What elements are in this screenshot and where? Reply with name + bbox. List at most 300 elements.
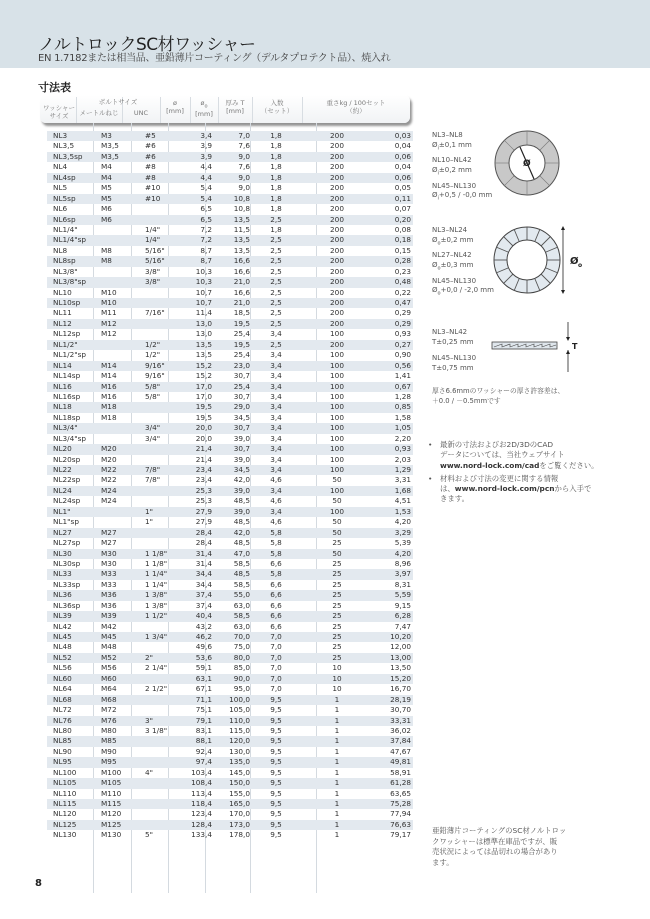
washer-size-cell: NL60 xyxy=(53,673,72,683)
weight-cell: 0,07 xyxy=(394,204,411,214)
thickness-cell: 7,0 xyxy=(270,684,282,694)
washer-size-cell: NL105 xyxy=(53,778,77,788)
unc-thread-cell: 3 1/8" xyxy=(145,725,168,735)
unc-thread-cell: 1 3/4" xyxy=(145,632,168,641)
outer-diameter-cell: 18,5 xyxy=(233,308,250,318)
metric-thread-cell: M20 xyxy=(101,444,117,454)
washer-size-cell: NL4 xyxy=(53,162,68,172)
table-row xyxy=(47,288,413,298)
weight-cell: 3,31 xyxy=(394,475,411,485)
quantity-cell: 200 xyxy=(330,214,344,224)
outer-diameter-cell: 13,5 xyxy=(233,214,250,224)
weight-cell: 77,94 xyxy=(390,809,411,819)
outer-diameter-cell: 48,5 xyxy=(233,517,250,527)
inner-diameter-cell: 28,4 xyxy=(195,527,212,537)
unc-thread-cell: 1/2" xyxy=(145,350,161,360)
metric-thread-cell: M16 xyxy=(101,391,117,401)
table-row xyxy=(47,277,413,287)
outer-diameter-cell: 63,0 xyxy=(233,621,250,631)
outer-diameter-cell: 39,0 xyxy=(233,485,250,495)
washer-size-cell: NL85 xyxy=(53,736,72,746)
thickness-cell: 1,8 xyxy=(270,172,282,182)
table-row xyxy=(47,559,413,569)
outer-diameter-cell: 25,4 xyxy=(233,350,250,360)
thickness-cell: 1,8 xyxy=(270,183,282,193)
quantity-cell: 200 xyxy=(330,172,344,182)
quantity-cell: 200 xyxy=(330,245,344,255)
inner-diameter-cell: 13,0 xyxy=(195,329,212,339)
unc-thread-cell: 1 1/2" xyxy=(145,611,168,621)
metric-thread-cell: M6 xyxy=(101,214,112,224)
inner-diameter-cell: 8,7 xyxy=(200,245,212,255)
washer-size-cell: NL22sp xyxy=(53,475,81,485)
inner-diameter-cell: 13,5 xyxy=(195,350,212,360)
washer-size-cell: NL64 xyxy=(53,684,72,694)
inner-diameter-cell: 88,1 xyxy=(195,736,212,746)
table-row xyxy=(47,215,413,225)
inner-diameter-cell: 3,4 xyxy=(200,131,212,140)
washer-size-cell: NL11 xyxy=(53,308,72,318)
outer-diameter-cell: 120,0 xyxy=(229,736,250,746)
metric-thread-cell: M16 xyxy=(101,381,117,391)
quantity-cell: 1 xyxy=(334,778,340,788)
outer-diameter-cell: 30,7 xyxy=(233,391,250,401)
weight-cell: 5,39 xyxy=(394,538,411,548)
metric-thread-cell: M5 xyxy=(101,193,112,203)
washer-size-cell: NL30 xyxy=(53,548,72,558)
quantity-cell: 200 xyxy=(330,308,344,318)
unc-thread-cell: 3/8" xyxy=(145,277,161,287)
washer-size-cell: NL36sp xyxy=(53,600,81,610)
table-row xyxy=(47,423,413,433)
thickness-cell: 1,8 xyxy=(270,151,282,161)
outer-diameter-cell: 48,5 xyxy=(233,538,250,548)
thickness-cell: 9,5 xyxy=(270,809,282,819)
metric-thread-cell: M5 xyxy=(101,183,112,193)
washer-size-cell: NL90 xyxy=(53,746,72,756)
weight-cell: 28,19 xyxy=(390,694,411,704)
weight-cell: 0,04 xyxy=(394,141,411,151)
table-row xyxy=(47,225,413,235)
quantity-cell: 200 xyxy=(330,318,344,328)
quantity-cell: 1 xyxy=(334,819,340,829)
thickness-cell: 3,4 xyxy=(270,350,282,360)
table-row xyxy=(47,590,413,600)
quantity-cell: 100 xyxy=(330,329,344,339)
washer-size-cell: NL115 xyxy=(53,799,77,808)
inner-diameter-cell: 37,4 xyxy=(195,600,212,610)
metric-thread-cell: M11 xyxy=(101,308,117,318)
weight-cell: 1,05 xyxy=(394,423,411,433)
metric-thread-cell: M85 xyxy=(101,736,117,746)
header-unc: UNC xyxy=(133,109,149,117)
washer-size-cell: NL3/4"sp xyxy=(53,433,87,443)
inner-diameter-cell: 103,4 xyxy=(191,767,212,777)
table-row xyxy=(47,632,413,642)
inner-diameter-cell: 17,0 xyxy=(195,391,212,401)
weight-cell: 33,31 xyxy=(390,715,411,725)
unc-thread-cell: 1 1/4" xyxy=(145,579,168,589)
quantity-cell: 200 xyxy=(330,277,344,287)
thickness-cell: 1,8 xyxy=(270,131,282,140)
quantity-cell: 200 xyxy=(330,131,344,140)
weight-cell: 8,31 xyxy=(394,579,411,589)
table-row xyxy=(47,736,413,746)
inner-diameter-cell: 37,4 xyxy=(195,590,212,600)
unc-thread-cell: #6 xyxy=(145,151,156,161)
outer-diameter-cell: 30,7 xyxy=(233,444,250,454)
page-number: 8 xyxy=(35,878,42,889)
thickness-cell: 3,4 xyxy=(270,329,282,339)
outer-diameter-cell: 75,0 xyxy=(233,642,250,652)
table-row xyxy=(47,716,413,726)
table-row xyxy=(47,674,413,684)
outer-diameter-cell: 7,6 xyxy=(238,162,250,172)
outer-diameter-cell: 10,8 xyxy=(233,204,250,214)
outer-diameter-cell: 23,0 xyxy=(233,360,250,370)
metric-thread-cell: M30 xyxy=(101,548,117,558)
inner-diameter-cell: 25,3 xyxy=(195,496,212,506)
quantity-cell: 200 xyxy=(330,141,344,151)
unc-thread-cell: 5/16" xyxy=(145,256,165,266)
thickness-cell: 3,4 xyxy=(270,506,282,516)
unc-thread-cell: 3/8" xyxy=(145,266,161,276)
inner-diameter-cell: 67,1 xyxy=(195,684,212,694)
metric-thread-cell: M8 xyxy=(101,245,112,255)
thickness-cell: 3,4 xyxy=(270,371,282,381)
weight-cell: 76,63 xyxy=(390,819,411,829)
inner-diameter-cell: 53,6 xyxy=(195,652,212,662)
table-row xyxy=(47,204,413,214)
metric-thread-cell: M10 xyxy=(101,298,117,307)
outer-diameter-cell: 42,0 xyxy=(233,475,250,485)
table-row xyxy=(47,152,413,162)
weight-cell: 0,56 xyxy=(394,360,411,370)
quantity-cell: 10 xyxy=(332,673,342,683)
washer-size-cell: NL1"sp xyxy=(53,517,79,527)
washer-size-cell: NL56 xyxy=(53,663,72,673)
header-bolt-size: ボルトサイズ xyxy=(98,98,138,106)
outer-diameter-cell: 130,0 xyxy=(229,746,250,756)
table-row xyxy=(47,622,413,632)
inner-diameter-cell: 21,4 xyxy=(195,454,212,464)
washer-cam-face-diagram xyxy=(492,224,592,296)
quantity-cell: 1 xyxy=(334,705,340,715)
weight-cell: 2,20 xyxy=(394,433,411,443)
outer-diameter-cell: 80,0 xyxy=(233,652,250,662)
inner-diameter-cell: 13,5 xyxy=(195,339,212,349)
inner-diameter-cell: 27,9 xyxy=(195,517,212,527)
thickness-cell: 9,5 xyxy=(270,830,282,840)
quantity-cell: 1 xyxy=(334,788,340,798)
outer-diameter-cell: 90,0 xyxy=(233,673,250,683)
weight-cell: 8,96 xyxy=(394,558,411,568)
table-row xyxy=(47,392,413,402)
quantity-cell: 100 xyxy=(330,433,344,443)
unc-thread-cell: 3/4" xyxy=(145,433,161,443)
weight-cell: 3,29 xyxy=(394,527,411,537)
header-metric: メートルねじ xyxy=(79,109,119,117)
cad-link[interactable]: www.nord-lock.com/cad xyxy=(440,460,540,470)
table-row xyxy=(47,726,413,736)
outer-diameter-cell: 16,6 xyxy=(233,256,250,266)
quantity-cell: 100 xyxy=(330,381,344,391)
washer-size-cell: NL4sp xyxy=(53,172,76,182)
quantity-cell: 100 xyxy=(330,423,344,433)
outer-diameter-cell: 16,6 xyxy=(233,266,250,276)
metric-thread-cell: M45 xyxy=(101,632,117,641)
weight-cell: 79,17 xyxy=(390,830,411,840)
quantity-cell: 200 xyxy=(330,298,344,307)
quantity-cell: 200 xyxy=(330,183,344,193)
unc-thread-cell: #8 xyxy=(145,172,156,182)
quantity-cell: 10 xyxy=(332,684,342,694)
washer-size-cell: NL30sp xyxy=(53,558,81,568)
unc-thread-cell: 4" xyxy=(145,767,153,777)
table-row xyxy=(47,173,413,183)
outer-diameter-cell: 85,0 xyxy=(233,663,250,673)
weight-cell: 0,22 xyxy=(394,287,411,297)
unc-thread-cell: 3" xyxy=(145,715,153,725)
weight-cell: 37,84 xyxy=(390,736,411,746)
metric-thread-cell: M110 xyxy=(101,788,122,798)
metric-thread-cell: M8 xyxy=(101,256,112,266)
unc-thread-cell: #10 xyxy=(145,183,161,193)
thickness-cell: 7,0 xyxy=(270,663,282,673)
thickness-cell: 2,5 xyxy=(270,308,282,318)
table-row xyxy=(47,194,413,204)
washer-size-cell: NL14 xyxy=(53,360,72,370)
washer-size-cell: NL33 xyxy=(53,569,72,579)
inner-diameter-cell: 13,0 xyxy=(195,318,212,328)
inner-diameter-cell: 3,9 xyxy=(200,151,212,161)
quantity-cell: 200 xyxy=(330,339,344,349)
washer-size-cell: NL33sp xyxy=(53,579,81,589)
outer-diameter-cell: 39,0 xyxy=(233,506,250,516)
thickness-cell: 7,0 xyxy=(270,673,282,683)
metric-thread-cell: M60 xyxy=(101,673,117,683)
washer-size-cell: NL3/8" xyxy=(53,266,78,276)
unc-thread-cell: 5/16" xyxy=(145,245,165,255)
washer-size-cell: NL18 xyxy=(53,402,72,412)
thickness-tolerance-notes: NL3–NL42 T±0,25 mm NL45–NL130 T±0,75 mm xyxy=(432,328,477,372)
quantity-cell: 50 xyxy=(332,527,342,537)
weight-cell: 4,20 xyxy=(394,548,411,558)
metric-thread-cell: M80 xyxy=(101,725,117,735)
table-row xyxy=(47,569,413,579)
inner-diameter-cell: 133,4 xyxy=(191,830,212,840)
quantity-cell: 100 xyxy=(330,454,344,464)
quantity-cell: 100 xyxy=(330,371,344,381)
table-row xyxy=(47,820,413,830)
quantity-cell: 10 xyxy=(332,663,342,673)
quantity-cell: 1 xyxy=(334,757,340,767)
header-d-inner: ø [mm] xyxy=(166,99,184,115)
washer-size-cell: NL3,5 xyxy=(53,141,75,151)
table-row xyxy=(47,246,413,256)
outer-diameter-cell: 58,5 xyxy=(233,579,250,589)
quantity-cell: 100 xyxy=(330,360,344,370)
thickness-cell: 6,6 xyxy=(270,611,282,621)
washer-size-cell: NL1/2"sp xyxy=(53,350,87,360)
metric-thread-cell: M105 xyxy=(101,778,122,788)
washer-size-cell: NL3,5sp xyxy=(53,151,83,161)
metric-thread-cell: M30 xyxy=(101,558,117,568)
weight-cell: 0,15 xyxy=(394,245,411,255)
quantity-cell: 1 xyxy=(334,715,340,725)
weight-cell: 47,67 xyxy=(390,746,411,756)
weight-cell: 0,93 xyxy=(394,444,411,454)
outer-diameter-cell: 7,6 xyxy=(238,141,250,151)
unc-thread-cell: 5/8" xyxy=(145,391,161,401)
quantity-cell: 100 xyxy=(330,444,344,454)
thickness-cell: 6,6 xyxy=(270,590,282,600)
inner-diameter-cell: 23,4 xyxy=(195,475,212,485)
outer-diameter-cell: 19,5 xyxy=(233,318,250,328)
metric-thread-cell: M18 xyxy=(101,402,117,412)
outer-diameter-cell: 16,6 xyxy=(233,287,250,297)
washer-size-cell: NL12 xyxy=(53,318,72,328)
quantity-cell: 50 xyxy=(332,548,342,558)
weight-cell: 4,20 xyxy=(394,517,411,527)
outer-diameter-cell: 63,0 xyxy=(233,600,250,610)
inner-diameter-cell: 25,3 xyxy=(195,485,212,495)
weight-cell: 1,28 xyxy=(394,391,411,401)
weight-cell: 4,51 xyxy=(394,496,411,506)
outer-diameter-cell: 39,0 xyxy=(233,454,250,464)
info-bullets xyxy=(428,440,599,508)
table-row xyxy=(47,747,413,757)
table-row xyxy=(47,434,413,444)
metric-thread-cell: M18 xyxy=(101,412,117,422)
thickness-cell: 1,8 xyxy=(270,204,282,214)
outer-diameter-cell: 34,5 xyxy=(233,412,250,422)
outer-diameter-cell: 48,5 xyxy=(233,496,250,506)
washer-size-cell: NL76 xyxy=(53,715,72,725)
metric-thread-cell: M12 xyxy=(101,318,117,328)
thickness-special-note: 厚さ6.6mmのワッシャーの厚さ許容差は、 ＋0.0 / －0.5mmです xyxy=(432,387,565,405)
quantity-cell: 50 xyxy=(332,517,342,527)
quantity-cell: 1 xyxy=(334,799,340,808)
thickness-cell: 4,6 xyxy=(270,496,282,506)
page-subtitle: EN 1.7182または相当品、亜鉛薄片コーティング（デルタプロテクト品）、焼入れ xyxy=(38,53,391,64)
table-row xyxy=(47,611,413,621)
metric-thread-cell: M90 xyxy=(101,746,117,756)
outer-diameter-cell: 13,5 xyxy=(233,235,250,245)
table-row xyxy=(47,382,413,392)
table-row xyxy=(47,580,413,590)
dimension-table-body xyxy=(47,131,413,841)
weight-cell: 7,47 xyxy=(394,621,411,631)
metric-thread-cell: M27 xyxy=(101,527,117,537)
quantity-cell: 200 xyxy=(330,287,344,297)
inner-diameter-cell: 108,4 xyxy=(191,778,212,788)
weight-cell: 61,28 xyxy=(390,778,411,788)
quantity-cell: 200 xyxy=(330,266,344,276)
washer-size-cell: NL5sp xyxy=(53,193,76,203)
inner-diameter-cell: 79,1 xyxy=(195,715,212,725)
outer-diameter-cell: 30,7 xyxy=(233,371,250,381)
unc-thread-cell: 1 1/4" xyxy=(145,569,168,579)
table-row xyxy=(47,131,413,141)
weight-cell: 0,06 xyxy=(394,151,411,161)
inner-diameter-cell: 20,0 xyxy=(195,433,212,443)
weight-cell: 0,04 xyxy=(394,162,411,172)
weight-cell: 1,29 xyxy=(394,465,411,474)
weight-cell: 16,70 xyxy=(390,684,411,694)
thickness-cell: 9,5 xyxy=(270,757,282,767)
inner-tolerance-notes: NL3–NL8 $Ø_i\pm 0,1$ mm NL10–NL42 $Ø_i\pm 0,2$ mm NL45–NL130 $Ø_i+0,5 / -0,0$ mm xyxy=(432,131,493,202)
thickness-cell: 2,5 xyxy=(270,339,282,349)
quantity-cell: 25 xyxy=(332,579,342,589)
weight-cell: 5,59 xyxy=(394,590,411,600)
outer-diameter-cell: 13,5 xyxy=(233,245,250,255)
thickness-cell: 3,4 xyxy=(270,402,282,412)
washer-size-cell: NL52 xyxy=(53,652,72,662)
washer-size-cell: NL5 xyxy=(53,183,68,193)
inner-diameter-cell: 15,2 xyxy=(195,360,212,370)
outer-diameter-cell: 21,0 xyxy=(233,298,250,307)
thickness-cell: 2,5 xyxy=(270,298,282,307)
unc-thread-cell: 1/4" xyxy=(145,235,161,245)
unc-thread-cell: 1 1/8" xyxy=(145,548,168,558)
unc-thread-cell: 7/8" xyxy=(145,465,161,474)
metric-thread-cell: M76 xyxy=(101,715,117,725)
thickness-cell: 9,5 xyxy=(270,788,282,798)
header-weight: 重さkg / 100セット （約） xyxy=(326,99,386,115)
quantity-cell: 25 xyxy=(332,652,342,662)
weight-cell: 6,28 xyxy=(394,611,411,621)
weight-cell: 0,85 xyxy=(394,402,411,412)
thickness-cell: 5,8 xyxy=(270,569,282,579)
metric-thread-cell: M115 xyxy=(101,799,122,808)
inner-diameter-cell: 83,1 xyxy=(195,725,212,735)
weight-cell: 3,97 xyxy=(394,569,411,579)
outer-diameter-cell: 42,0 xyxy=(233,527,250,537)
inner-diameter-cell: 40,4 xyxy=(195,611,212,621)
washer-size-cell: NL20sp xyxy=(53,454,81,464)
washer-size-cell: NL1" xyxy=(53,506,71,516)
inner-diameter-cell: 21,4 xyxy=(195,444,212,454)
metric-thread-cell: M64 xyxy=(101,684,117,694)
metric-thread-cell: M24 xyxy=(101,485,117,495)
inner-diameter-cell: 71,1 xyxy=(195,694,212,704)
metric-thread-cell: M68 xyxy=(101,694,117,704)
quantity-cell: 100 xyxy=(330,506,344,516)
washer-size-cell: NL8sp xyxy=(53,256,76,266)
weight-cell: 0,28 xyxy=(394,256,411,266)
washer-size-cell: NL3/4" xyxy=(53,423,78,433)
thickness-cell: 9,5 xyxy=(270,694,282,704)
washer-size-cell: NL80 xyxy=(53,725,72,735)
unc-thread-cell: 1/4" xyxy=(145,224,161,234)
outer-diameter-cell: 145,0 xyxy=(229,767,250,777)
washer-size-cell: NL68 xyxy=(53,694,72,704)
quantity-cell: 50 xyxy=(332,496,342,506)
table-row xyxy=(47,517,413,527)
metric-thread-cell: M10 xyxy=(101,287,117,297)
table-row xyxy=(47,809,413,819)
outer-diameter-cell: 150,0 xyxy=(229,778,250,788)
thickness-cell: 2,5 xyxy=(270,235,282,245)
pcn-link[interactable]: www.nord-lock.com/pcn xyxy=(454,484,555,494)
svg-text:o: o xyxy=(578,262,583,269)
inner-diameter-cell: 118,4 xyxy=(191,799,212,808)
thickness-cell: 1,8 xyxy=(270,193,282,203)
outer-diameter-cell: 105,0 xyxy=(229,705,250,715)
washer-size-cell: NL16sp xyxy=(53,391,81,401)
washer-size-cell: NL36 xyxy=(53,590,72,600)
